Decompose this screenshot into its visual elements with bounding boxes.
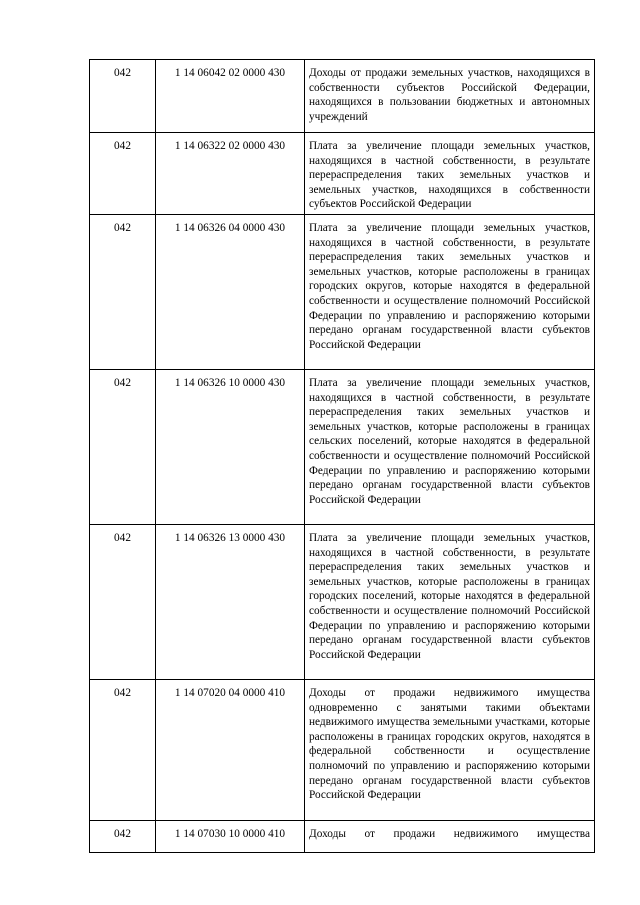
budget-code-cell: 1 14 06326 10 0000 430 xyxy=(156,369,305,524)
budget-code-cell: 1 14 06326 13 0000 430 xyxy=(156,524,305,679)
revenue-name-cell: Доходы от продажи недвижимого имущества xyxy=(305,820,595,852)
revenue-name-cell: Доходы от продажи недвижимого имущества одновременно с занятыми такими объектами недвижимого имущества земельными участками, которые расположены в границах городских округов, находятся в федеральной собственности и осуществление полномочий по управлению и распоряжению которыми передано органам государственной власти субъектов Российской Федерации xyxy=(305,679,595,820)
table-row xyxy=(90,60,595,133)
revenue-name-cell: Доходы от продажи земельных участков, находящихся в собственности субъектов Российской Федерации, находящихся в пользовании бюджетных и автономных учреждений xyxy=(305,60,595,133)
table-row xyxy=(90,820,595,852)
admin-code-cell: 042 xyxy=(90,820,156,852)
revenue-name-cell: Плата за увеличение площади земельных участков, находящихся в частной собственности, в результате перераспределения таких земельных участков и земельных участков, которые расположены в границах городских округов, которые находятся в федеральной собственности и осуществление полномочий Российской Федерации по управлению и распоряжению которыми передано органам государственной власти субъектов Российской Федерации xyxy=(305,214,595,369)
revenue-name-cell: Плата за увеличение площади земельных участков, находящихся в частной собственности, в результате перераспределения таких земельных участков и земельных участков, которые расположены в границах сельских поселений, которые находятся в федеральной собственности и осуществление полномочий Российской Федерации по управлению и распоряжению которыми передано органам государственной власти субъектов Российской Федерации xyxy=(305,369,595,524)
admin-code-cell: 042 xyxy=(90,60,156,133)
budget-code-cell: 1 14 07020 04 0000 410 xyxy=(156,679,305,820)
revenue-name-cell: Плата за увеличение площади земельных участков, находящихся в частной собственности, в результате перераспределения таких земельных участков и земельных участков, которые расположены в границах городских поселений, которые находятся в федеральной собственности и осуществление полномочий Российской Федерации по управлению и распоряжению которыми передано органам государственной власти субъектов Российской Федерации xyxy=(305,524,595,679)
budget-code-cell: 1 14 07030 10 0000 410 xyxy=(156,820,305,852)
admin-code-cell: 042 xyxy=(90,133,156,215)
admin-code-cell: 042 xyxy=(90,369,156,524)
budget-code-cell: 1 14 06326 04 0000 430 xyxy=(156,214,305,369)
revenue-name-cell: Плата за увеличение площади земельных участков, находящихся в частной собственности, в результате перераспределения таких земельных участков и земельных участков, находящихся в собственности субъектов Российской Федерации xyxy=(305,133,595,215)
budget-code-cell: 1 14 06042 02 0000 430 xyxy=(156,60,305,133)
table-row xyxy=(90,679,595,820)
revenue-codes-table xyxy=(89,59,595,853)
budget-code-cell: 1 14 06322 02 0000 430 xyxy=(156,133,305,215)
table-row xyxy=(90,369,595,524)
table-row xyxy=(90,133,595,215)
table-row xyxy=(90,214,595,369)
admin-code-cell: 042 xyxy=(90,214,156,369)
table-row xyxy=(90,524,595,679)
admin-code-cell: 042 xyxy=(90,524,156,679)
admin-code-cell: 042 xyxy=(90,679,156,820)
